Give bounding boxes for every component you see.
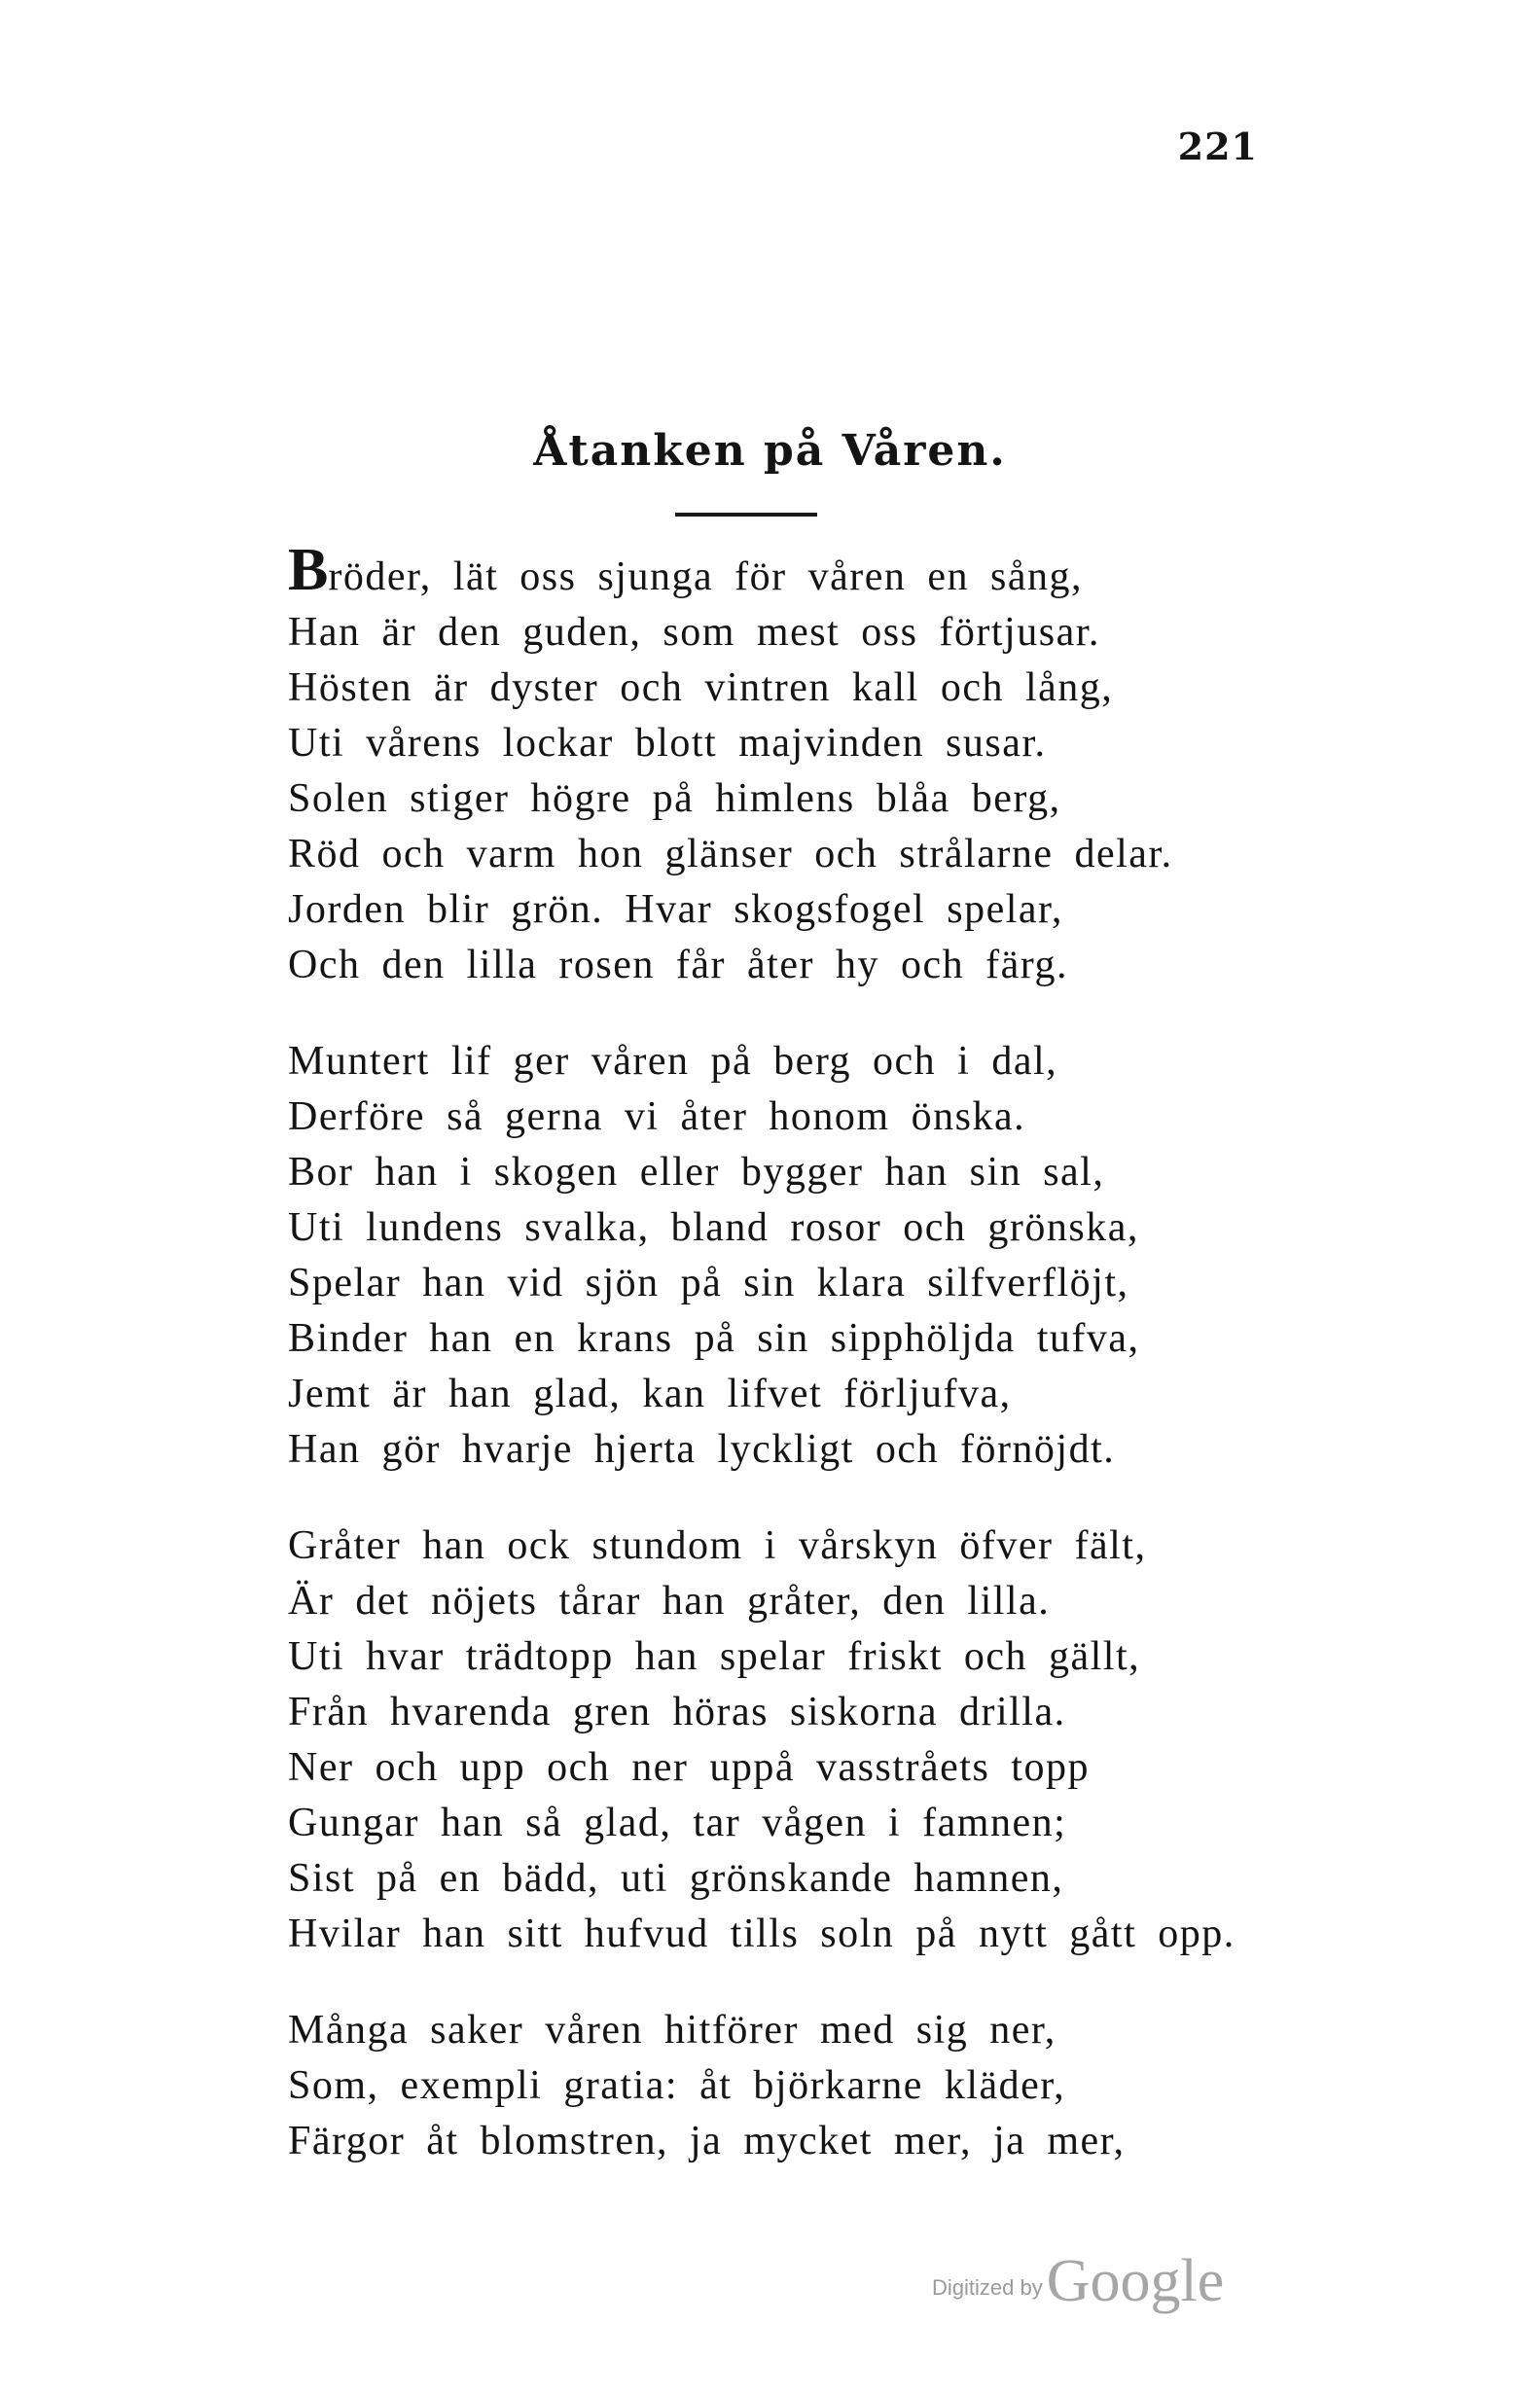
poem-line: Som, exempli gratia: åt björkarne kläder,	[288, 2063, 1066, 2108]
title-divider	[675, 513, 817, 517]
poem-line: Hösten är dyster och vintren kall och lång,	[288, 665, 1114, 710]
poem-line: Spelar han vid sjön på sin klara silfverflöjt,	[288, 1261, 1129, 1305]
stanza-4	[288, 2003, 1280, 2169]
page-number: 221	[1177, 125, 1258, 168]
poem-line: Han gör hvarje hjerta lyckligt och förnöjdt.	[288, 1427, 1116, 1472]
poem-line: Gråter han ock stundom i vårskyn öfver fält,	[288, 1523, 1147, 1568]
poem-line: Sist på en bädd, uti grönskande hamnen,	[288, 1856, 1064, 1901]
poem-line: Många saker våren hitförer med sig ner,	[288, 2008, 1057, 2053]
poem-line: Han är den guden, som mest oss förtjusar.	[288, 610, 1100, 655]
poem-line: Är det nöjets tårar han gråter, den lilla.	[288, 1579, 1051, 1624]
stanza-1	[288, 537, 1280, 993]
poem-line	[288, 537, 1280, 605]
poem-line: Solen stiger högre på himlens blåa berg,	[288, 776, 1061, 821]
watermark-prefix: Digitized by	[932, 2275, 1043, 2300]
poem-line: Jemt är han glad, kan lifvet förljufva,	[288, 1372, 1012, 1416]
digitized-by-google-watermark	[932, 2247, 1224, 2316]
poem-line: Bor han i skogen eller bygger han sin sal,	[288, 1150, 1105, 1195]
poem-title: Åtanken på Våren.	[533, 426, 1007, 476]
drop-cap-initial: B	[288, 537, 329, 603]
poem-line: Hvilar han sitt hufvud tills soln på nytt gått opp.	[288, 1912, 1236, 1956]
poem-body	[288, 537, 1280, 2169]
poem-line: Uti vårens lockar blott majvinden susar.	[288, 721, 1047, 766]
stanza-2	[288, 1034, 1280, 1478]
poem-line: Färgor åt blomstren, ja mycket mer, ja mer,	[288, 2119, 1126, 2163]
poem-line: Gungar han så glad, tar vågen i famnen;	[288, 1801, 1067, 1845]
poem-line: Och den lilla rosen får åter hy och färg.	[288, 943, 1068, 987]
google-logo: Google	[1046, 2248, 1225, 2314]
poem-line: Röd och varm hon glänser och strålarne delar.	[288, 832, 1173, 876]
poem-line: Uti hvar trädtopp han spelar friskt och gällt,	[288, 1634, 1141, 1679]
first-line-text: röder, lät oss sjunga för våren en sång,	[328, 554, 1083, 599]
poem-line: Binder han en krans på sin sipphöljda tufva,	[288, 1316, 1140, 1361]
poem-line: Jorden blir grön. Hvar skogsfogel spelar,	[288, 887, 1063, 932]
poem-line: Muntert lif ger våren på berg och i dal,	[288, 1039, 1058, 1084]
poem-line: Från hvarenda gren höras siskorna drilla.	[288, 1690, 1066, 1734]
poem-line: Uti lundens svalka, bland rosor och grönska,	[288, 1205, 1139, 1250]
poem-line: Ner och upp och ner uppå vasstråets topp	[288, 1745, 1090, 1790]
poem-line: Derföre så gerna vi åter honom önska.	[288, 1094, 1026, 1139]
stanza-3	[288, 1519, 1280, 1962]
